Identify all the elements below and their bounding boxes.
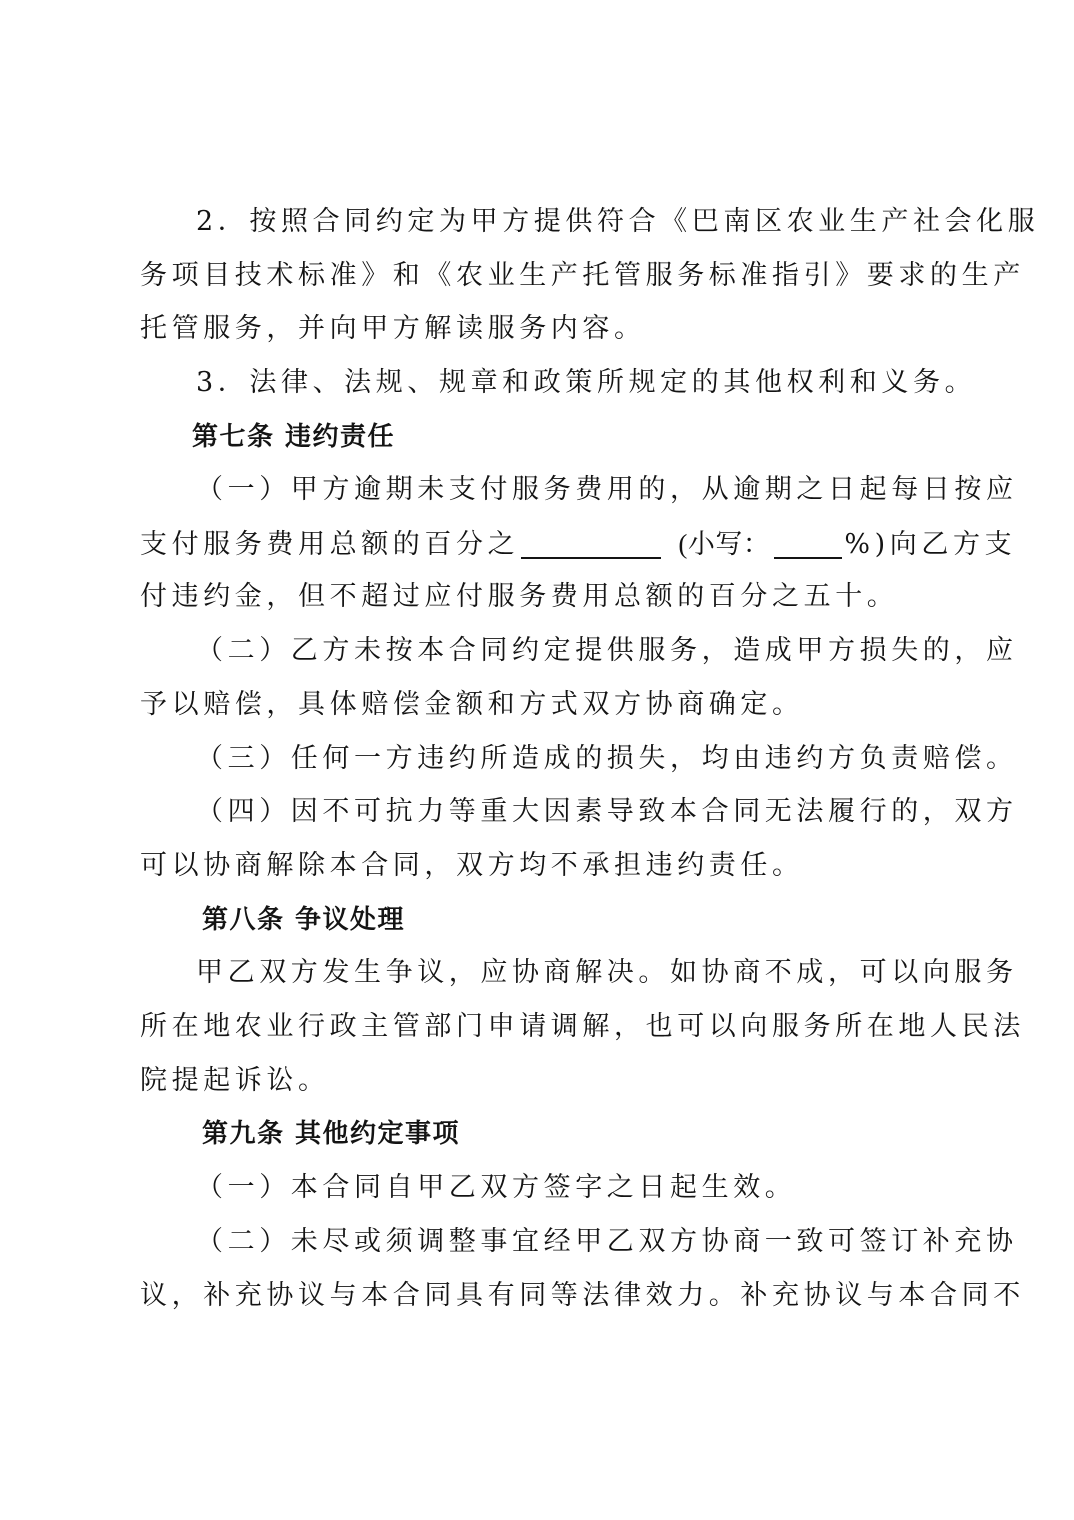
paragraph-text: (小写： (678, 529, 771, 559)
paragraph-line: 2．按照合同约定为甲方提供符合《巴南区农业生产社会化服 (196, 206, 1040, 237)
paragraph-line: 3．法律、法规、规章和政策所规定的其他权利和义务。 (196, 367, 977, 398)
paragraph-text: %)向乙方支 (844, 529, 1017, 560)
paragraph-line: 所在地农业行政主管部门申请调解，也可以向服务所在地人民法 (140, 1011, 1025, 1042)
paragraph-line: （三）任何一方违约所造成的损失，均由违约方负责赔偿。 (196, 743, 1018, 774)
section-heading-article-7: 第七条 违约责任 (192, 422, 396, 452)
paragraph-line: （二）未尽或须调整事宜经甲乙双方协商一致可签订补充协 (196, 1226, 1018, 1257)
percentage-number-blank (774, 527, 842, 559)
paragraph-line: 可以协商解除本合同，双方均不承担违约责任。 (140, 850, 804, 881)
paragraph-line: 务项目技术标准》和《农业生产托管服务标准指引》要求的生产 (140, 260, 1025, 291)
section-heading-article-8: 第八条 争议处理 (202, 905, 406, 935)
paragraph-line: 议，补充协议与本合同具有同等法律效力。补充协议与本合同不 (140, 1280, 1025, 1311)
paragraph-line: 予以赔偿，具体赔偿金额和方式双方协商确定。 (140, 689, 804, 720)
paragraph-line-with-blanks (140, 524, 1016, 565)
section-heading-article-9: 第九条 其他约定事项 (202, 1119, 461, 1149)
paragraph-line: （四）因不可抗力等重大因素导致本合同无法履行的，双方 (196, 796, 1018, 827)
paragraph-line: （一）甲方逾期未支付服务费用的，从逾期之日起每日按应 (196, 474, 1018, 505)
paragraph-line: （一）本合同自甲乙双方签字之日起生效。 (196, 1172, 797, 1203)
paragraph-line: 院提起诉讼。 (140, 1065, 330, 1096)
paragraph-text: 支付服务费用总额的百分之 (140, 529, 520, 560)
paragraph-line: （二）乙方未按本合同约定提供服务，造成甲方损失的，应 (196, 635, 1018, 666)
paragraph-line: 托管服务，并向甲方解读服务内容。 (140, 313, 646, 344)
percentage-words-blank (521, 527, 661, 559)
paragraph-line: 甲乙双方发生争议，应协商解决。如协商不成，可以向服务 (196, 957, 1018, 988)
paragraph-line: 付违约金，但不超过应付服务费用总额的百分之五十。 (140, 581, 899, 612)
